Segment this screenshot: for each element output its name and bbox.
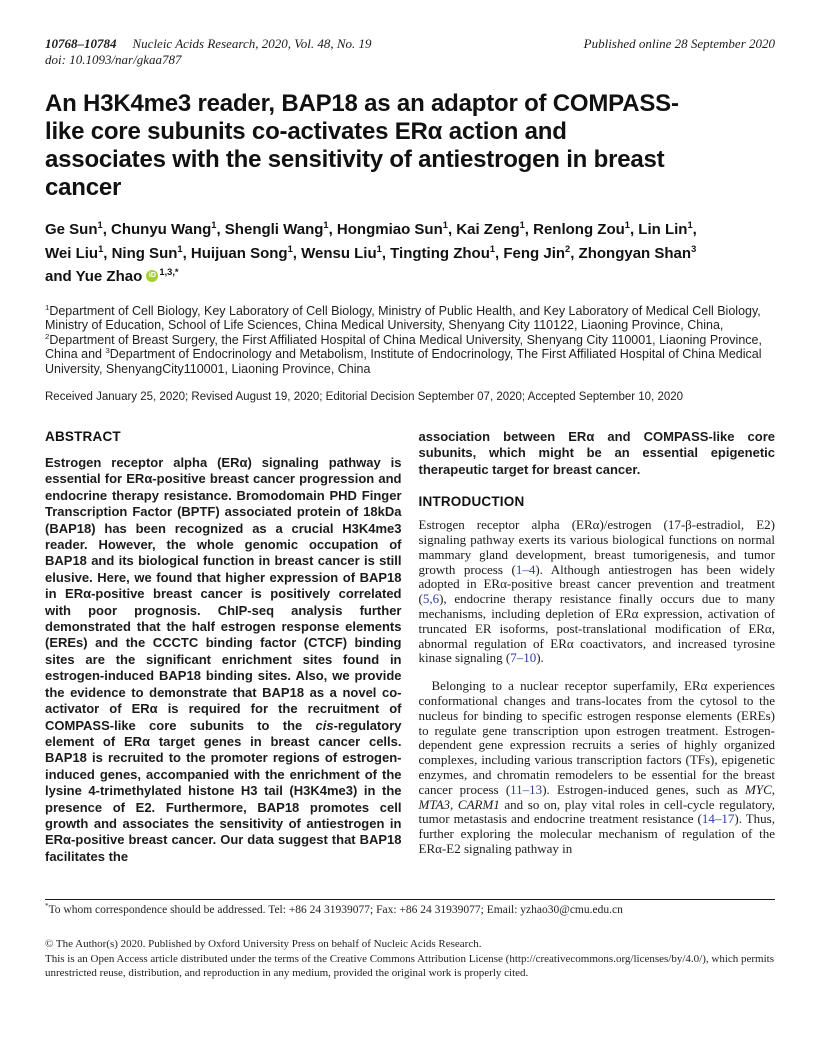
citation-link[interactable]: 7–10 [510,650,537,666]
published-online-date: Published online 28 September 2020 [583,36,775,51]
intro-paragraph-2 [419,679,776,857]
journal-name-volume: Nucleic Acids Research, 2020, Vol. 48, No. 19 [132,36,372,51]
text-span: , Ning Sun [103,244,178,262]
text-span: ). [536,650,544,666]
received-dates: Received January 25, 2020; Revised August 19, 2020; Editorial Decision September 07, 2020; Accepted September 10, 2020 [45,391,684,403]
text-span: Estrogen receptor alpha (ERα) signaling pathway is essential for ERα-positive breast cancer progression and endocrine therapy resistance. Bromodomain PHD Finger Transcription Factor (BPTF) associated protein of 18kDa (BAP18) has been recognized as a crucial H3K4me3 reader. However, the whole genomic occupation of BAP18 and its biological function in breast cancer is still elusive. Here, we found that higher expression of BAP18 in ERα-positive breast cancer is positively correlated with poor prognosis. ChIP-seq analysis further demonstrated that the half estrogen response elements (EREs) and the CCCTC binding factor (CTCF) binding sites are the significant enrichment sites found in estrogen-induced BAP18 binding sites. Also, we provide the evidence to demonstrate that BAP18 as a novel co-activator of ERα is required for the recruitment of COMPASS-like core subunits to the [45,455,402,733]
footnote-divider [45,899,775,900]
text-span: , Lin Lin [629,221,688,238]
text-span: ). Thus, further exploring the molecular mechanism of regulation of the ERα-E2 signaling pathway in [418,811,775,856]
introduction-heading: INTRODUCTION [418,494,525,510]
copyright-notice: © The Author(s) 2020. Published by Oxford University Press on behalf of Nucleic Acids Research. [45,938,482,950]
italic-text: MTA3 [418,796,451,812]
text-span: , Tingting Zhou [381,244,490,262]
text-span: and Yue Zhao [45,268,147,285]
citation-link[interactable]: 11–13 [510,781,543,797]
text-span: ). Although antiestrogen has been widely adopted in ERα-positive breast cancer prevention and treatment ( [418,561,775,607]
text-span: Department of Cell Biology, Key Laboratory of Cell Biology, Ministry of Public Health, and Key Laboratory of Medical Cell Biology, Ministry of Education, School of Life Sciences, China Medical University, Shenyang City 110122, Liaoning Province, China, [45,303,761,332]
text-span: , Wei Liu [45,221,697,262]
journal-citation-line [45,36,372,52]
affiliations [45,304,775,377]
superscript: 3 [105,345,110,355]
superscript: 1,3,* [159,267,179,277]
right-column [419,429,776,891]
text-span: and so on, play vital roles in cell-cycle regulatory, tumor metastasis and endocrine treatment resistance ( [418,796,775,827]
text-span: ). Estrogen-induced genes, such as [542,781,746,797]
intro-paragraph-1 [419,518,776,666]
superscript: 2 [565,243,571,254]
italic-text: cis [315,717,334,733]
superscript: 1 [323,220,329,230]
superscript: 1 [519,220,525,230]
text-span: To whom correspondence should be addressed. Tel: +86 24 31939077; Fax: +86 24 31939077; Email: yzhao30@cmu.edu.cn [48,904,623,916]
superscript: 1 [287,243,293,254]
text-span: , Kai Zeng [447,221,520,238]
text-span: ), endocrine therapy resistance finally occurs due to many mechanisms, including depletion of ERα expression, activation of truncated ER isoforms, post-translational modification of ERα, abnormal regulation of ERα coactivators, and increased tyrosine kinase signaling ( [418,591,775,666]
superscript: 1 [442,220,448,230]
authors-line [45,218,721,289]
text-span: , Renlong Zou [524,221,625,238]
abstract-text-continuation: association between ERα and COMPASS-like core subunits, which might be an essential epigenetic therapeutic target for breast cancer. [418,429,775,477]
correspondence-note [45,903,775,917]
doi-line: doi: 10.1093/nar/gkaa787 [45,52,182,67]
text-span: , [771,781,775,797]
superscript: 1 [98,243,104,254]
text-span: , Shengli Wang [216,221,324,238]
text-span: , [450,796,458,812]
text-span: , Huijuan Song [182,244,288,262]
text-span: Department of Breast Surgery, the First Affiliated Hospital of China Medical University, Shenyang City 110001, Liaoning Province, China and [45,332,762,361]
superscript: 2 [45,331,50,341]
text-span: , Hongmiao Sun [328,221,443,238]
citation-link[interactable]: 14–17 [701,811,735,827]
superscript: 1 [211,220,217,230]
abstract-text-left [45,455,402,865]
left-column [45,429,402,891]
journal-header [45,36,775,68]
italic-text: CARM1 [457,796,500,812]
text-span: -regulatory element of ERα target genes in breast cancer cells. BAP18 is recruited to the promoter regions of estrogen-induced genes, accompanied with the enrichment of the lysine 4-trimethylated histone H3 tail (H3K4me3) in the presence of E2. Furthermore, BAP18 promotes cell growth and associates the sensitivity of antiestrogen in ERα-positive breast cancer. Our data suggest that BAP18 facilitates the [45,717,402,864]
superscript: 1 [687,220,693,230]
text-span: , Zhongyan Shan [570,244,692,262]
superscript: 1 [45,302,50,312]
journal-header-left [45,36,372,68]
citation-link[interactable]: 1–4 [515,561,536,577]
superscript: 3 [691,243,697,254]
text-span: Department of Endocrinology and Metabolism, Institute of Endocrinology, The First Affiliated Hospital of China Medical University, ShenyangCity110001, Liaoning Province, China [45,347,762,376]
license-notice: This is an Open Access article distributed under the terms of the Creative Commons Attribution License (http://creativecommons.org/licenses/by/4.0/), which permits unrestricted reuse, distribution, and reproduction in any medium, provided the original work is properly cited. [45,952,774,979]
superscript: 1 [376,243,382,254]
abstract-heading: ABSTRACT [45,429,121,444]
citation-link[interactable]: 5,6 [422,591,440,607]
superscript: 1 [624,220,630,230]
text-span: Estrogen receptor alpha (ERα)/estrogen (17-β-estradiol, E2) signaling pathway exerts its various biological functions on normal mammary gland development, breast tumorigenesis, and tumor growth process ( [418,517,775,577]
text-span: , Wensu Liu [292,244,377,262]
superscript: * [45,902,49,911]
superscript: 1 [97,220,103,230]
page-range: 10768–10784 [45,36,117,51]
article-title: An H3K4me3 reader, BAP18 as an adaptor of COMPASS-like core subunits co-activates ERα action and associates with the sensitivity of antiestrogen in breast cancer [45,90,679,201]
text-span: , Feng Jin [495,244,566,262]
superscript: 1 [489,243,496,254]
text-span: Ge Sun [45,221,98,238]
italic-text: MYC [745,781,772,797]
text-span: , Chunyu Wang [102,221,212,238]
copyright-block [45,937,775,981]
article-body-columns [45,429,775,891]
orcid-icon[interactable]: iD [146,270,158,282]
superscript: 1 [177,243,183,254]
text-span: Belonging to a nuclear receptor superfamily, ERα experiences conformational changes and trans-locates from the cytosol to the nucleus for binding to specific estrogen response elements (EREs) to regulate gene transcription upon estrogen treatment. Estrogen-dependent gene expression recruits a series of highly organized complexes, including various transcription factors (TFs), epigenetic enzymes, and chromatin remodelers to be essential for the breast cancer process ( [418,678,775,797]
